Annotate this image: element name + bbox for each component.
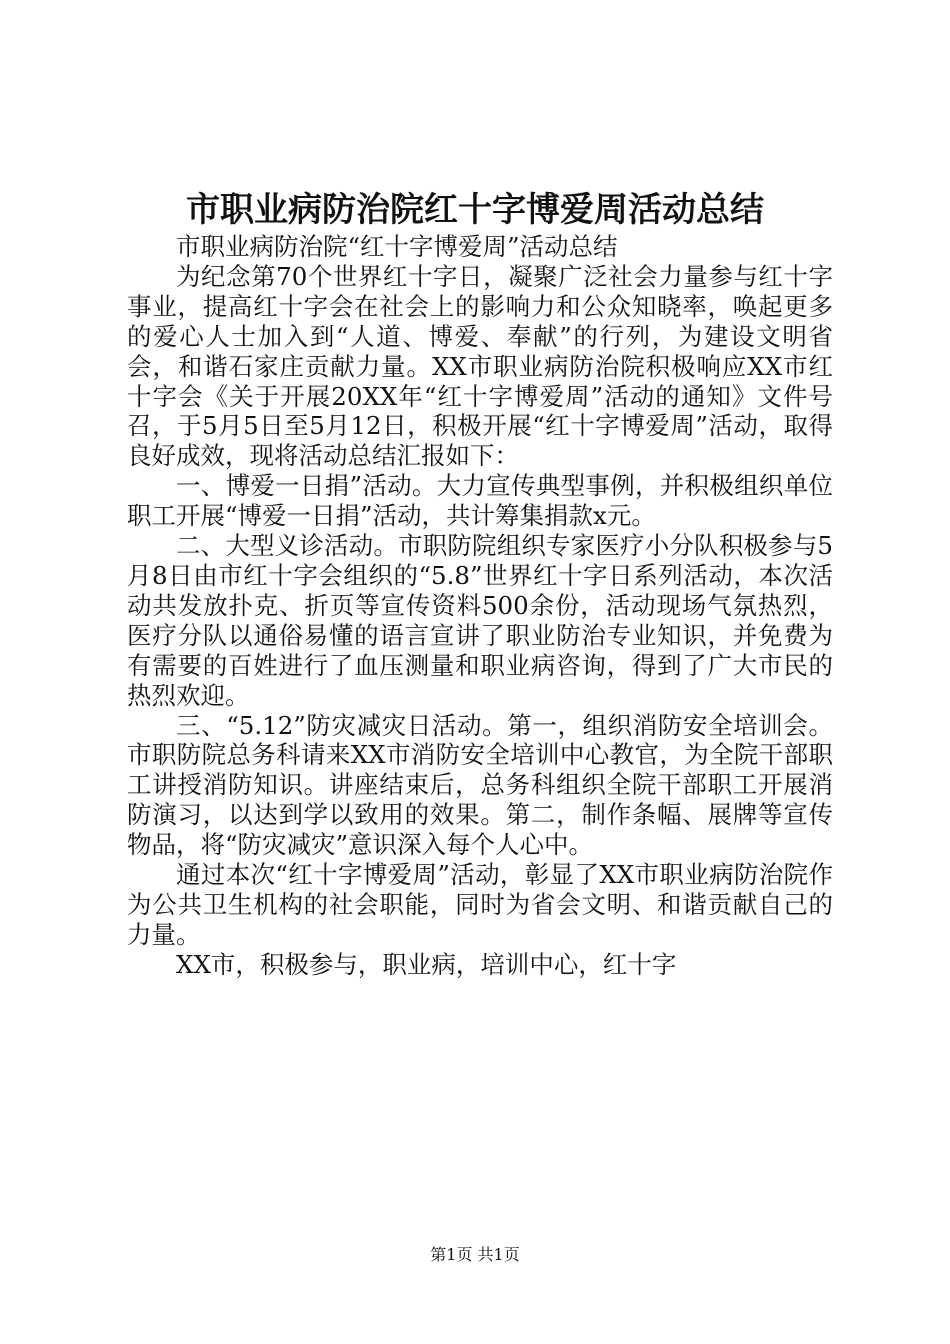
document-title: 市职业病防治院红十字博爱周活动总结 bbox=[186, 190, 764, 230]
section-two-paragraph: 二、大型义诊活动。市职防院组织专家医疗小分队积极参与5月8日由市红十字会组织的“5.8”世界红十字日系列活动，本次活动共发放扑克、折页等宣传资料500余份，活动现场气氛热烈，医疗分队以通俗易懂的语言宣讲了职业防治专业知识，并免费为有需要的百姓进行了血压测量和职业病咨询，得到了广大市民的热烈欢迎。 bbox=[127, 531, 833, 710]
subtitle-paragraph: 市职业病防治院“红十字博爱周”活动总结 bbox=[176, 232, 618, 261]
intro-paragraph: 为纪念第70个世界红十字日，凝聚广泛社会力量参与红十字事业，提高红十字会在社会上的影响力和公众知晓率，唤起更多的爱心人士加入到“人道、博爱、奉献”的行列，为建设文明省会，和谐石家庄贡献力量。XX市职业病防治院积极响应XX市红十字会《关于开展20XX年“红十字博爱周”活动的通知》文件号召，于5月5日至5月12日，积极开展“红十字博爱周”活动，取得良好成效，现将活动总结汇报如下： bbox=[127, 261, 833, 471]
document-body bbox=[127, 232, 833, 980]
keywords-paragraph: XX市，积极参与，职业病，培训中心，红十字 bbox=[176, 949, 677, 979]
page-footer: 第1页 共1页 bbox=[430, 1245, 520, 1264]
conclusion-paragraph: 通过本次“红十字博爱周”活动，彰显了XX市职业病防治院作为公共卫生机构的社会职能，同时为省会文明、和谐贡献自己的力量。 bbox=[127, 860, 833, 949]
section-one-paragraph: 一、博爱一日捐”活动。大力宣传典型事例，并积极组织单位职工开展“博爱一日捐”活动，共计筹集捐款x元。 bbox=[127, 471, 833, 531]
section-three-paragraph: 三、“5.12”防灾减灾日活动。第一，组织消防安全培训会。市职防院总务科请来XX市消防安全培训中心教官，为全院干部职工讲授消防知识。讲座结束后，总务科组织全院干部职工开展消防演习，以达到学以致用的效果。第二，制作条幅、展牌等宣传物品，将“防灾减灾”意识深入每个人心中。 bbox=[127, 710, 833, 860]
